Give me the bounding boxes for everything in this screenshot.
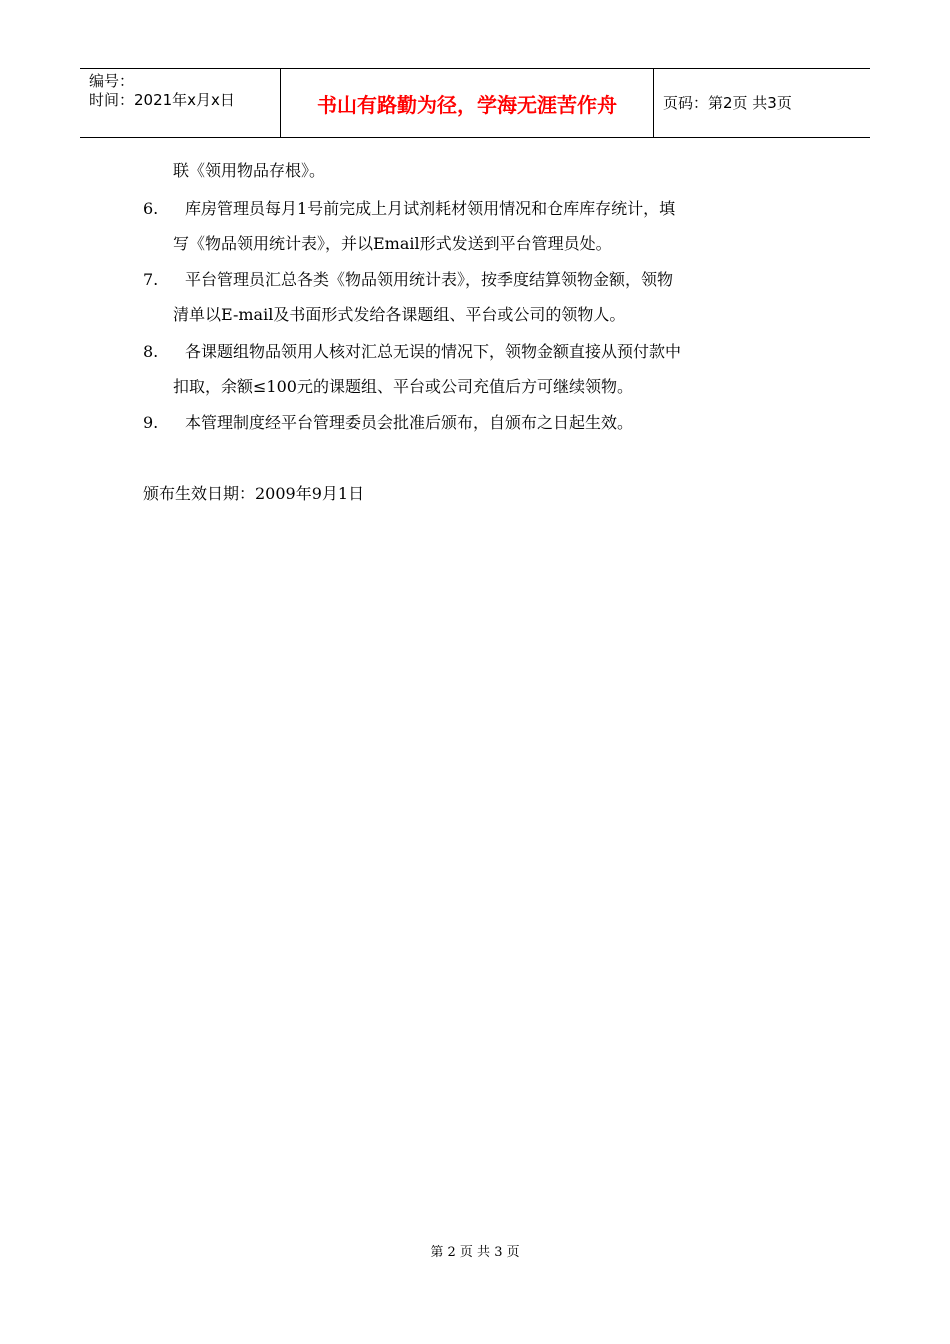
item-number: 8. — [143, 342, 159, 361]
item-number: 9. — [143, 413, 159, 432]
item-number: 6. — [143, 199, 159, 218]
motto: 书山有路勤为径，学海无涯苦作舟 — [317, 93, 617, 117]
header-page-cell — [654, 69, 870, 137]
item-text-line: 平台管理员汇总各类《物品领用统计表》，按季度结算领物金额，领物 — [185, 270, 674, 289]
continuation-line: 联《领用物品存根》。 — [173, 161, 326, 180]
header-info-cell — [80, 69, 281, 137]
item-number: 7. — [143, 270, 159, 289]
page-info: 页码：第2页 共3页 — [663, 94, 792, 112]
header-table — [80, 68, 870, 138]
header-motto-cell — [281, 69, 654, 137]
page-footer: 第 2 页 共 3 页 — [430, 1245, 520, 1260]
item-text-line: 库房管理员每月1号前完成上月试剂耗材领用情况和仓库库存统计，填 — [185, 199, 676, 218]
item-text-line: 扣取，余额≤100元的课题组、平台或公司充值后方可继续领物。 — [173, 377, 633, 396]
effective-date: 颁布生效日期：2009年9月1日 — [143, 484, 365, 503]
item-text-line: 清单以E-mail及书面形式发给各课题组、平台或公司的领物人。 — [173, 305, 626, 324]
item-text-line: 各课题组物品领用人核对汇总无误的情况下，领物金额直接从预付款中 — [185, 342, 682, 361]
serial-label: 编号： — [89, 72, 135, 90]
time-label: 时间：2021年x月x日 — [89, 91, 235, 109]
item-text-line: 写《物品领用统计表》，并以Email形式发送到平台管理员处。 — [173, 234, 612, 253]
item-text-line: 本管理制度经平台管理委员会批准后颁布，自颁布之日起生效。 — [185, 413, 634, 432]
